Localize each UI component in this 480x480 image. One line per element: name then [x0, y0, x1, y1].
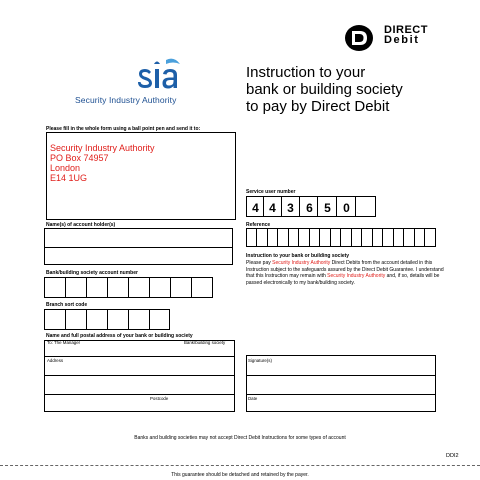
account-number-field[interactable] [44, 277, 213, 298]
bank-building-society-label: Bank/building society [184, 340, 226, 345]
postcode-label: Postcode [150, 396, 169, 401]
address-label: Address [47, 358, 64, 363]
instruction-org-1: Security Industry Authority [272, 259, 331, 266]
service-user-digit: 5 [324, 201, 331, 215]
service-user-digit: 6 [306, 201, 313, 215]
signature-date-field[interactable] [246, 355, 436, 412]
instruction-text-3: and, if so, details will be passed electronically to my bank/building society. [246, 273, 440, 287]
reference-field[interactable] [246, 228, 436, 247]
bank-address-label: Name and full postal address of your bank or building society [46, 333, 193, 339]
bank-address-field[interactable] [44, 340, 235, 412]
service-user-digit: 4 [252, 201, 259, 215]
sort-code-label: Branch sort code [46, 302, 88, 308]
guarantee-note: This guarantee should be detached and retained by the payer. [171, 472, 309, 478]
title-line-2: bank or building society [246, 81, 403, 98]
instruction-heading: Instruction to your bank or building society [246, 253, 350, 259]
fill-instruction: Please fill in the whole form using a ball point pen and send it to: [46, 126, 201, 132]
send-to-address [50, 143, 155, 183]
to-manager-label: To: The Manager [47, 340, 81, 345]
address-line: Security Industry Authority [50, 143, 155, 153]
service-user-number-box [246, 196, 376, 217]
sort-code-field[interactable] [44, 309, 170, 330]
service-user-digit: 3 [287, 201, 294, 215]
direct-debit-line1: DIRECT [384, 24, 428, 36]
sia-logo-icon [136, 58, 182, 90]
sia-name: Security Industry Authority [75, 95, 177, 105]
instruction-text [246, 260, 444, 287]
title-line-3: to pay by Direct Debit [246, 98, 390, 115]
account-holder-label: Name(s) of account holder(s) [46, 222, 116, 228]
direct-debit-line2: Debit [384, 34, 420, 46]
instruction-org-2: Security Industry Authority [327, 273, 386, 280]
address-line: London [50, 163, 81, 173]
account-holder-field[interactable] [44, 228, 233, 265]
instruction-block [246, 253, 444, 287]
account-types-note: Banks and building societies may not accept Direct Debit Instructions for some types of account [134, 435, 346, 441]
date-label: Date [248, 396, 258, 401]
account-number-label: Bank/building society account number [46, 270, 138, 276]
service-user-label: Service user number [246, 189, 296, 195]
address-line: E14 1UG [50, 173, 88, 183]
page-title [246, 64, 466, 115]
signature-label: Signature(s) [248, 358, 272, 363]
title-line-1: Instruction to your [246, 64, 366, 81]
reference-label: Reference [246, 222, 271, 228]
instruction-text-1: Please pay [246, 259, 273, 266]
perforation-line [0, 465, 480, 466]
service-user-digit: 0 [343, 201, 350, 215]
address-line: PO Box 74957 [50, 153, 109, 163]
instruction-text-2: Direct Debits from the account detailed in this Instruction subject to the safeguards assured by the Direct Debit Guarantee. I understand that this Instruction may remain with [246, 259, 444, 280]
form-code: DDI2 [446, 453, 459, 459]
direct-debit-wordmark [384, 25, 428, 45]
service-user-digit: 4 [269, 201, 276, 215]
